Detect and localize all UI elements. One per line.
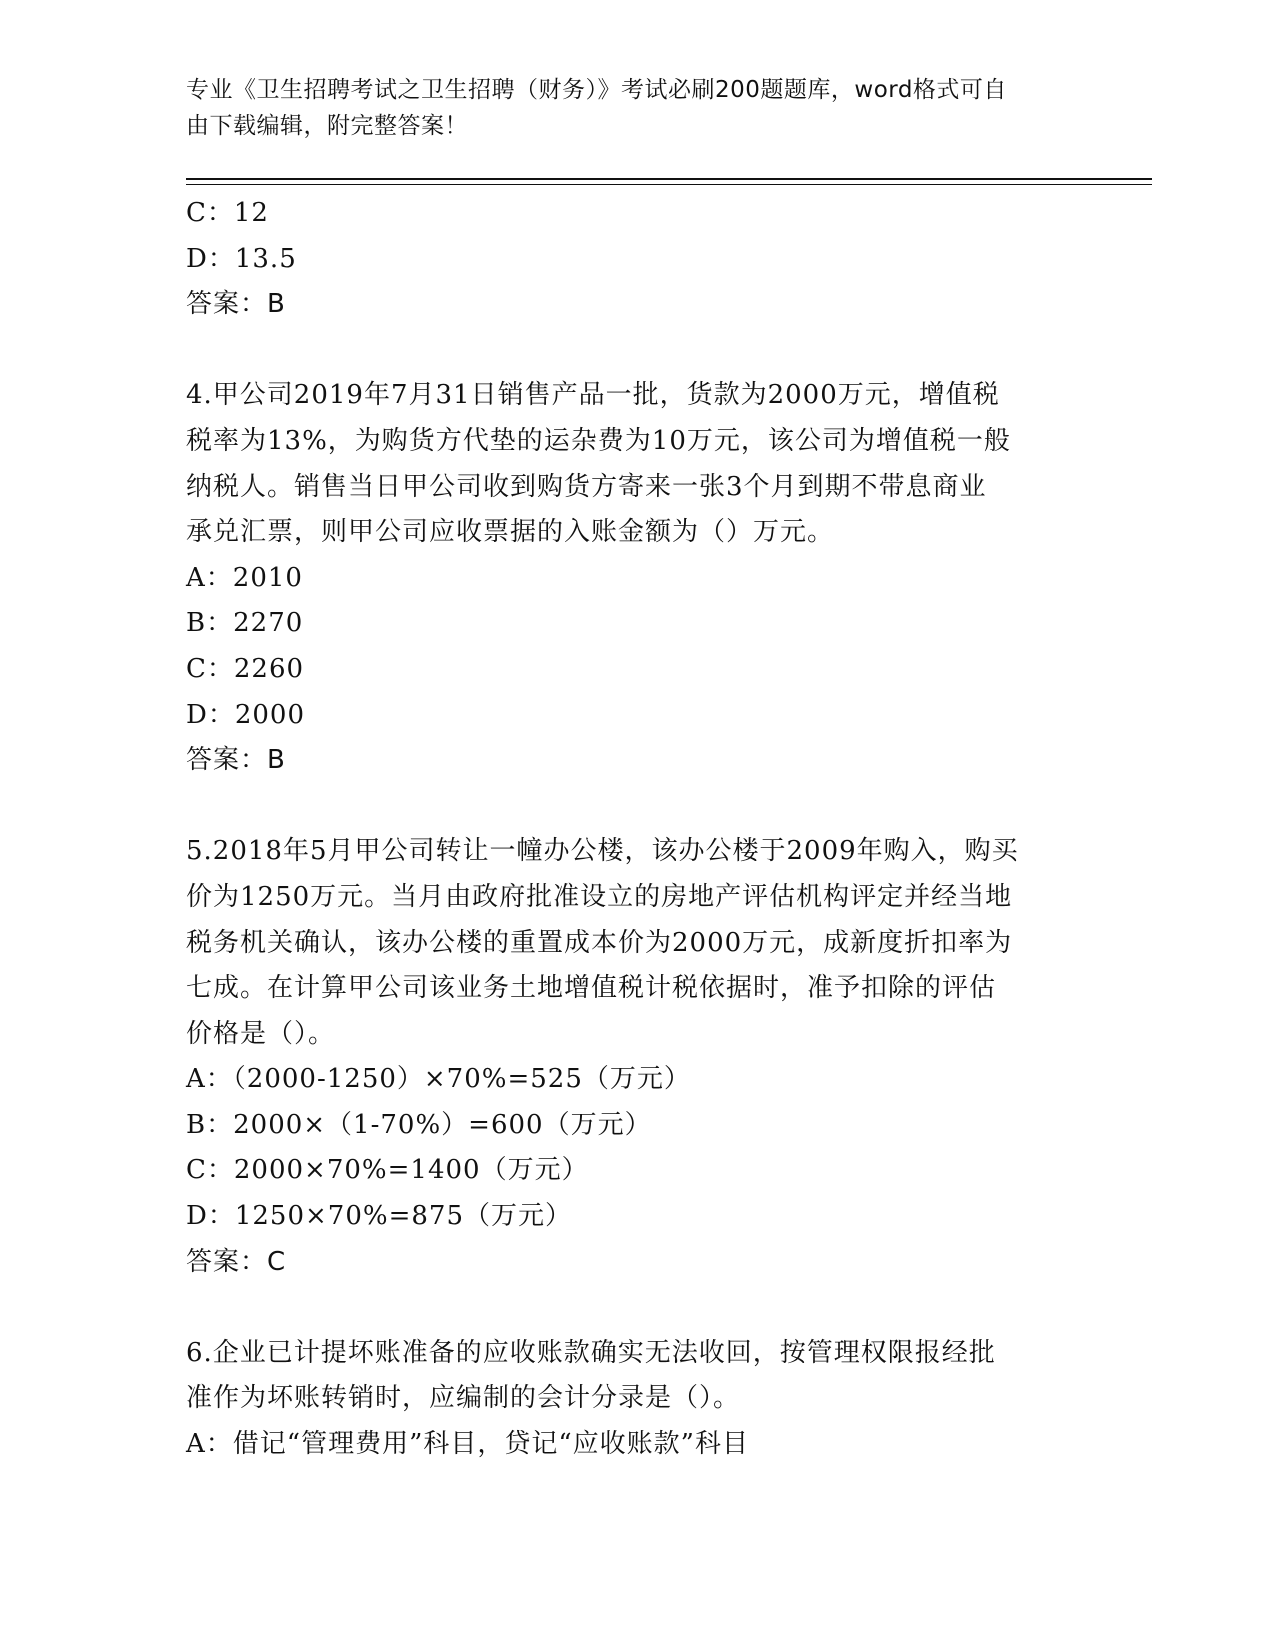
question-stem-line: 5.2018年5月甲公司转让一幢办公楼，该办公楼于2009年购入，购买 bbox=[186, 836, 1019, 867]
option-c: C：12 bbox=[186, 198, 269, 228]
question-stem-line: 价为1250万元。当月由政府批准设立的房地产评估机构评定并经当地 bbox=[186, 881, 1013, 912]
option-a: A：借记“管理费用”科目，贷记“应收账款”科目 bbox=[186, 1429, 749, 1460]
question-3-tail bbox=[186, 191, 1086, 328]
option-a: A：2010 bbox=[186, 562, 303, 593]
option-d: D：13.5 bbox=[186, 243, 297, 274]
option-d: D：2000 bbox=[186, 699, 306, 730]
question-stem-line: 4.甲公司2019年7月31日销售产品一批，货款为2000万元，增值税 bbox=[186, 380, 1000, 411]
question-stem-line: 准作为坏账转销时，应编制的会计分录是（）。 bbox=[186, 1383, 741, 1414]
option-c: C：2000×70%=1400（万元） bbox=[186, 1155, 589, 1186]
header-rule-thick bbox=[186, 178, 1152, 180]
question-stem-line: 价格是（）。 bbox=[186, 1018, 336, 1049]
answer-line: 答案：B bbox=[186, 745, 286, 776]
question-stem-line: 税务机关确认，该办公楼的重置成本价为2000万元，成新度折扣率为 bbox=[186, 927, 1013, 958]
header-rule-thin bbox=[186, 184, 1152, 185]
answer-line: 答案：C bbox=[186, 1246, 287, 1277]
question-stem-line: 七成。在计算甲公司该业务土地增值税计税依据时，准予扣除的评估 bbox=[186, 973, 997, 1004]
spacer bbox=[186, 1285, 1086, 1331]
option-a: A：（2000-1250）×70%=525（万元） bbox=[186, 1064, 691, 1095]
option-b: B：2270 bbox=[186, 608, 304, 639]
option-b: B：2000×（1-70%）=600（万元） bbox=[186, 1109, 652, 1140]
answer-line: 答案：B bbox=[186, 289, 286, 320]
question-list bbox=[186, 191, 1086, 1468]
option-d: D：1250×70%=875（万元） bbox=[186, 1201, 572, 1232]
header-line-1: 专业《卫生招聘考试之卫生招聘（财务）》考试必刷200题题库，word格式可自 bbox=[186, 77, 1007, 103]
question-stem-line: 税率为13%，为购货方代垫的运杂费为10万元，该公司为增值税一般 bbox=[186, 425, 1011, 456]
header-line-2: 由下载编辑，附完整答案！ bbox=[186, 113, 468, 139]
question-6 bbox=[186, 1331, 1086, 1468]
question-stem-line: 6.企业已计提坏账准备的应收账款确实无法收回，按管理权限报经批 bbox=[186, 1337, 996, 1368]
question-4 bbox=[186, 373, 1086, 783]
spacer bbox=[186, 328, 1086, 374]
spacer bbox=[186, 784, 1086, 830]
question-stem-line: 承兑汇票，则甲公司应收票据的入账金额为（）万元。 bbox=[186, 517, 835, 548]
option-c: C：2260 bbox=[186, 653, 305, 684]
question-stem-line: 纳税人。销售当日甲公司收到购货方寄来一张3个月到期不带息商业 bbox=[186, 471, 987, 502]
document-header bbox=[186, 72, 1066, 144]
question-5 bbox=[186, 829, 1086, 1285]
